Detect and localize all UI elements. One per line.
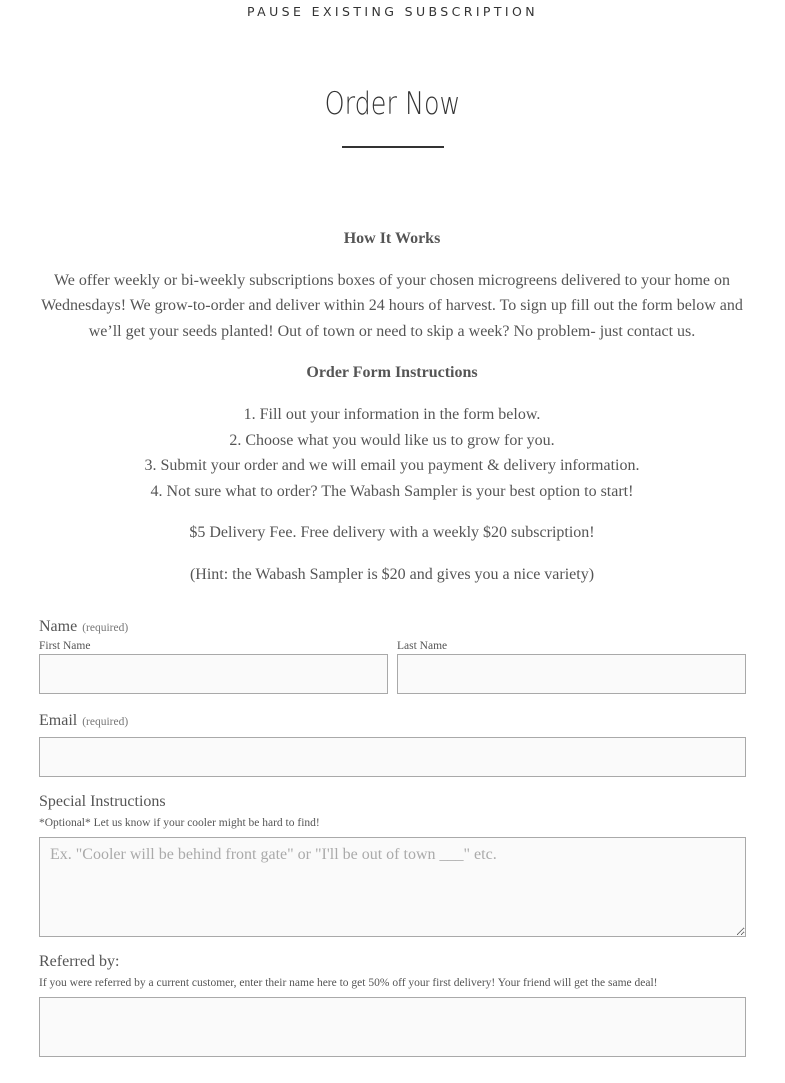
instruction-step: 3. Submit your order and we will email you payment & delivery information. (144, 457, 640, 475)
referred-by-label: Referred by: (39, 953, 120, 970)
instruction-step: 1. Fill out your information in the form below. (243, 405, 541, 423)
how-it-works-text: We offer weekly or bi-weekly subscriptions boxes of your chosen microgreens delivered to your home on Wednesdays! We grow-to-order and deliver within 24 hours of harvest. To sign up fill out the form below and we’ll get your seeds planted! Out of town or need to skip a week? No problem- just contact us. (41, 271, 743, 340)
order-form (39, 618, 746, 1057)
instruction-step: 2. Choose what you would like us to grow for you. (229, 431, 555, 449)
special-instructions-field (39, 793, 746, 937)
how-it-works-heading: How It Works (343, 230, 441, 247)
name-required-tag: (required) (82, 622, 129, 634)
instruction-step: 4. Not sure what to order? The Wabash Sampler is your best option to start! (150, 482, 634, 500)
special-instructions-label: Special Instructions (39, 793, 166, 810)
pause-subscription-link[interactable]: PAUSE EXISTING SUBSCRIPTION (247, 4, 538, 19)
instructions-heading: Order Form Instructions (306, 364, 478, 382)
last-name-group (397, 640, 746, 694)
email-label: Email (39, 712, 78, 729)
first-name-group (39, 640, 388, 694)
email-input[interactable] (39, 737, 746, 777)
email-required-tag: (required) (82, 716, 129, 728)
first-name-label: First Name (39, 640, 91, 652)
delivery-fee-note: $5 Delivery Fee. Free delivery with a weekly $20 subscription! (189, 524, 595, 542)
intro-content (38, 226, 746, 604)
last-name-input[interactable] (397, 654, 746, 694)
special-instructions-textarea[interactable] (39, 837, 746, 937)
last-name-label: Last Name (397, 640, 448, 652)
first-name-input[interactable] (39, 654, 388, 694)
hint-note: (Hint: the Wabash Sampler is $20 and gives you a nice variety) (189, 565, 595, 583)
title-underline (342, 146, 444, 148)
name-field (39, 618, 746, 694)
referred-by-input[interactable] (39, 997, 746, 1057)
email-field (39, 712, 746, 777)
page-title: Order Now (324, 86, 461, 122)
referred-by-field (39, 953, 746, 1057)
instruction-steps (38, 402, 746, 504)
special-instructions-description: *Optional* Let us know if your cooler might be hard to find! (39, 817, 320, 829)
referred-by-description: If you were referred by a current customer, enter their name here to get 50% off your first delivery! Your friend will get the same deal! (39, 977, 658, 989)
name-label: Name (39, 618, 78, 635)
